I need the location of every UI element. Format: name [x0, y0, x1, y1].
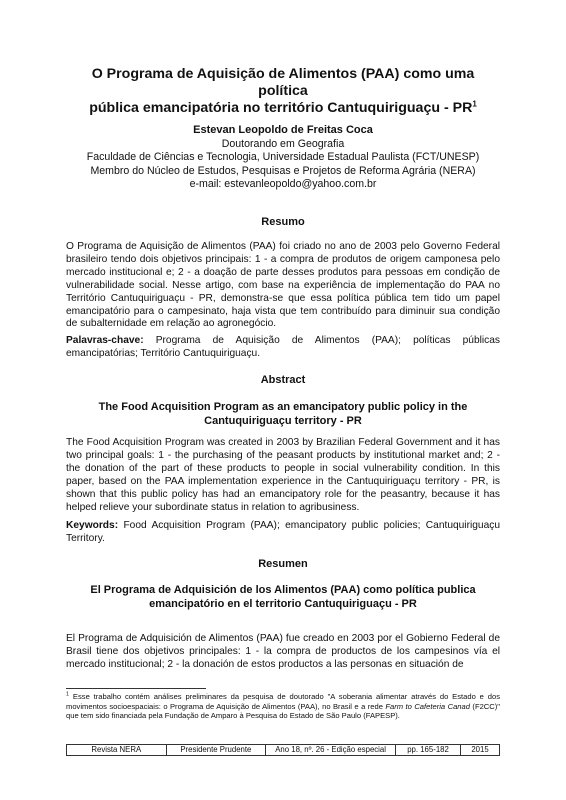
title-line-1: O Programa de Aquisição de Alimentos (PAA) como uma política	[91, 66, 475, 99]
resumo-keywords-label: Palavras-chave:	[66, 335, 144, 346]
resumo-heading: Resumo	[261, 216, 305, 228]
resumo-text: O Programa de Aquisição de Alimentos (PAA) foi criado no ano de 2003 pelo Governo Federal brasileiro tendo dois objetivos principais: 1 - a compra de produtos de origem camponesa pelo mercado institucional e; 2 - a doação de parte desses produtos para pessoas em condição de vulnerabilidade social. Nesse artigo, com base na experiência de implementação do PAA no Território Cantuquiriguaçu - PR, demonstra-se que essa política pública tem tido um papel emancipatório para o campesinato, haja vista que tem contribuído para diminuir sua condição de subalternidade em relação ao agronegócio.	[66, 241, 500, 330]
footer-pages: pp. 165-182	[396, 745, 461, 756]
author-email: e-mail: estevanleopoldo@yahoo.com.br	[189, 178, 377, 191]
resumen-text: El Programa de Adquisición de Alimentos (PAA) fue creado en 2003 por el Gobierno Federal de Brasil tiene dos objetivos principales: 1 - la compra de productos de los campesinos vía el mercado institucional; 2 - la donación de estos productos a las personas en situación de	[66, 633, 500, 670]
footnote-divider	[66, 688, 206, 689]
abstract-title	[66, 401, 500, 428]
author-block	[66, 124, 500, 192]
author-affiliation-1: Faculdade de Ciências e Tecnologia, Universidade Estadual Paulista (FCT/UNESP)	[86, 151, 480, 164]
abstract-text: The Food Acquisition Program was created in 2003 by Brazilian Federal Government and it has two principal goals: 1 - the purchasing of the peasant products by institutional market and; 2 - the donation of the part of these products to people in social vulnerability condition. In this paper, based on the PAA implementation experience in the Cantuquiriguaçu territory - PR, is shown that this public policy has had an emancipatory role for the peasantry, because it has helped relieve your subordinate status in relation to agribusiness.	[66, 437, 500, 513]
abstract-title-line-1: The Food Acquisition Program as an emancipatory public policy in the	[98, 401, 468, 413]
paper-title	[66, 66, 500, 117]
title-line-2: pública emancipatória no território Cantuquiriguaçu - PR	[89, 100, 473, 116]
footer-city: Presidente Prudente	[166, 745, 266, 756]
abstract-title-line-2: Cantuquiriguaçu territory - PR	[204, 414, 362, 427]
abstract-heading: Abstract	[260, 374, 306, 386]
footnote-mark: 1	[66, 691, 70, 698]
abstract-keywords	[66, 520, 500, 546]
resumen-title-line-2: emancipatório en el territorio Cantuquiriguaçu - PR	[149, 597, 417, 610]
abstract-keywords-label: Keywords:	[66, 520, 119, 531]
footer-journal: Revista NERA	[67, 745, 167, 756]
author-role: Doutorando em Geografia	[221, 137, 345, 150]
footnote-text-italic: Farm to Cafeteria Canad	[385, 701, 470, 711]
footnote	[66, 692, 500, 721]
journal-footer	[66, 744, 500, 756]
footnote-text-a: Esse trabalho contém análises preliminares da pesquisa de doutorado "A soberania alimentar através do Estado e dos movimentos socioespaciais: o Programa de Aquisição de Alimentos (PAA), no Brasil e a rede	[66, 692, 500, 711]
resumen-title	[66, 584, 500, 611]
resumo-keywords	[66, 335, 500, 361]
title-footnote-mark: 1	[472, 99, 477, 109]
author-affiliation-2: Membro do Núcleo de Estudos, Pesquisas e Projetos de Reforma Agrária (NERA)	[90, 164, 476, 177]
footer-issue: Ano 18, nº. 26 - Edição especial	[266, 745, 396, 756]
resumen-heading: Resumen	[258, 558, 308, 570]
footnote-text-b: (F2CC)" que tem sido financiada pela Fundação de Amparo à Pesquisa do Estado de São Paulo (FAPESP).	[66, 701, 500, 721]
author-name: Estevan Leopoldo de Freitas Coca	[193, 124, 373, 136]
abstract-keywords-text: Food Acquisition Program (PAA); emancipatory public policies; Cantuquiriguaçu Territory.	[66, 520, 500, 544]
resumo-keywords-text: Programa de Aquisição de Alimentos (PAA); políticas públicas emancipatórias; Território Cantuquiriguaçu.	[66, 335, 500, 359]
footer-year: 2015	[460, 745, 499, 756]
resumen-title-line-1: El Programa de Adquisición de los Alimentos (PAA) como política publica	[90, 584, 476, 596]
